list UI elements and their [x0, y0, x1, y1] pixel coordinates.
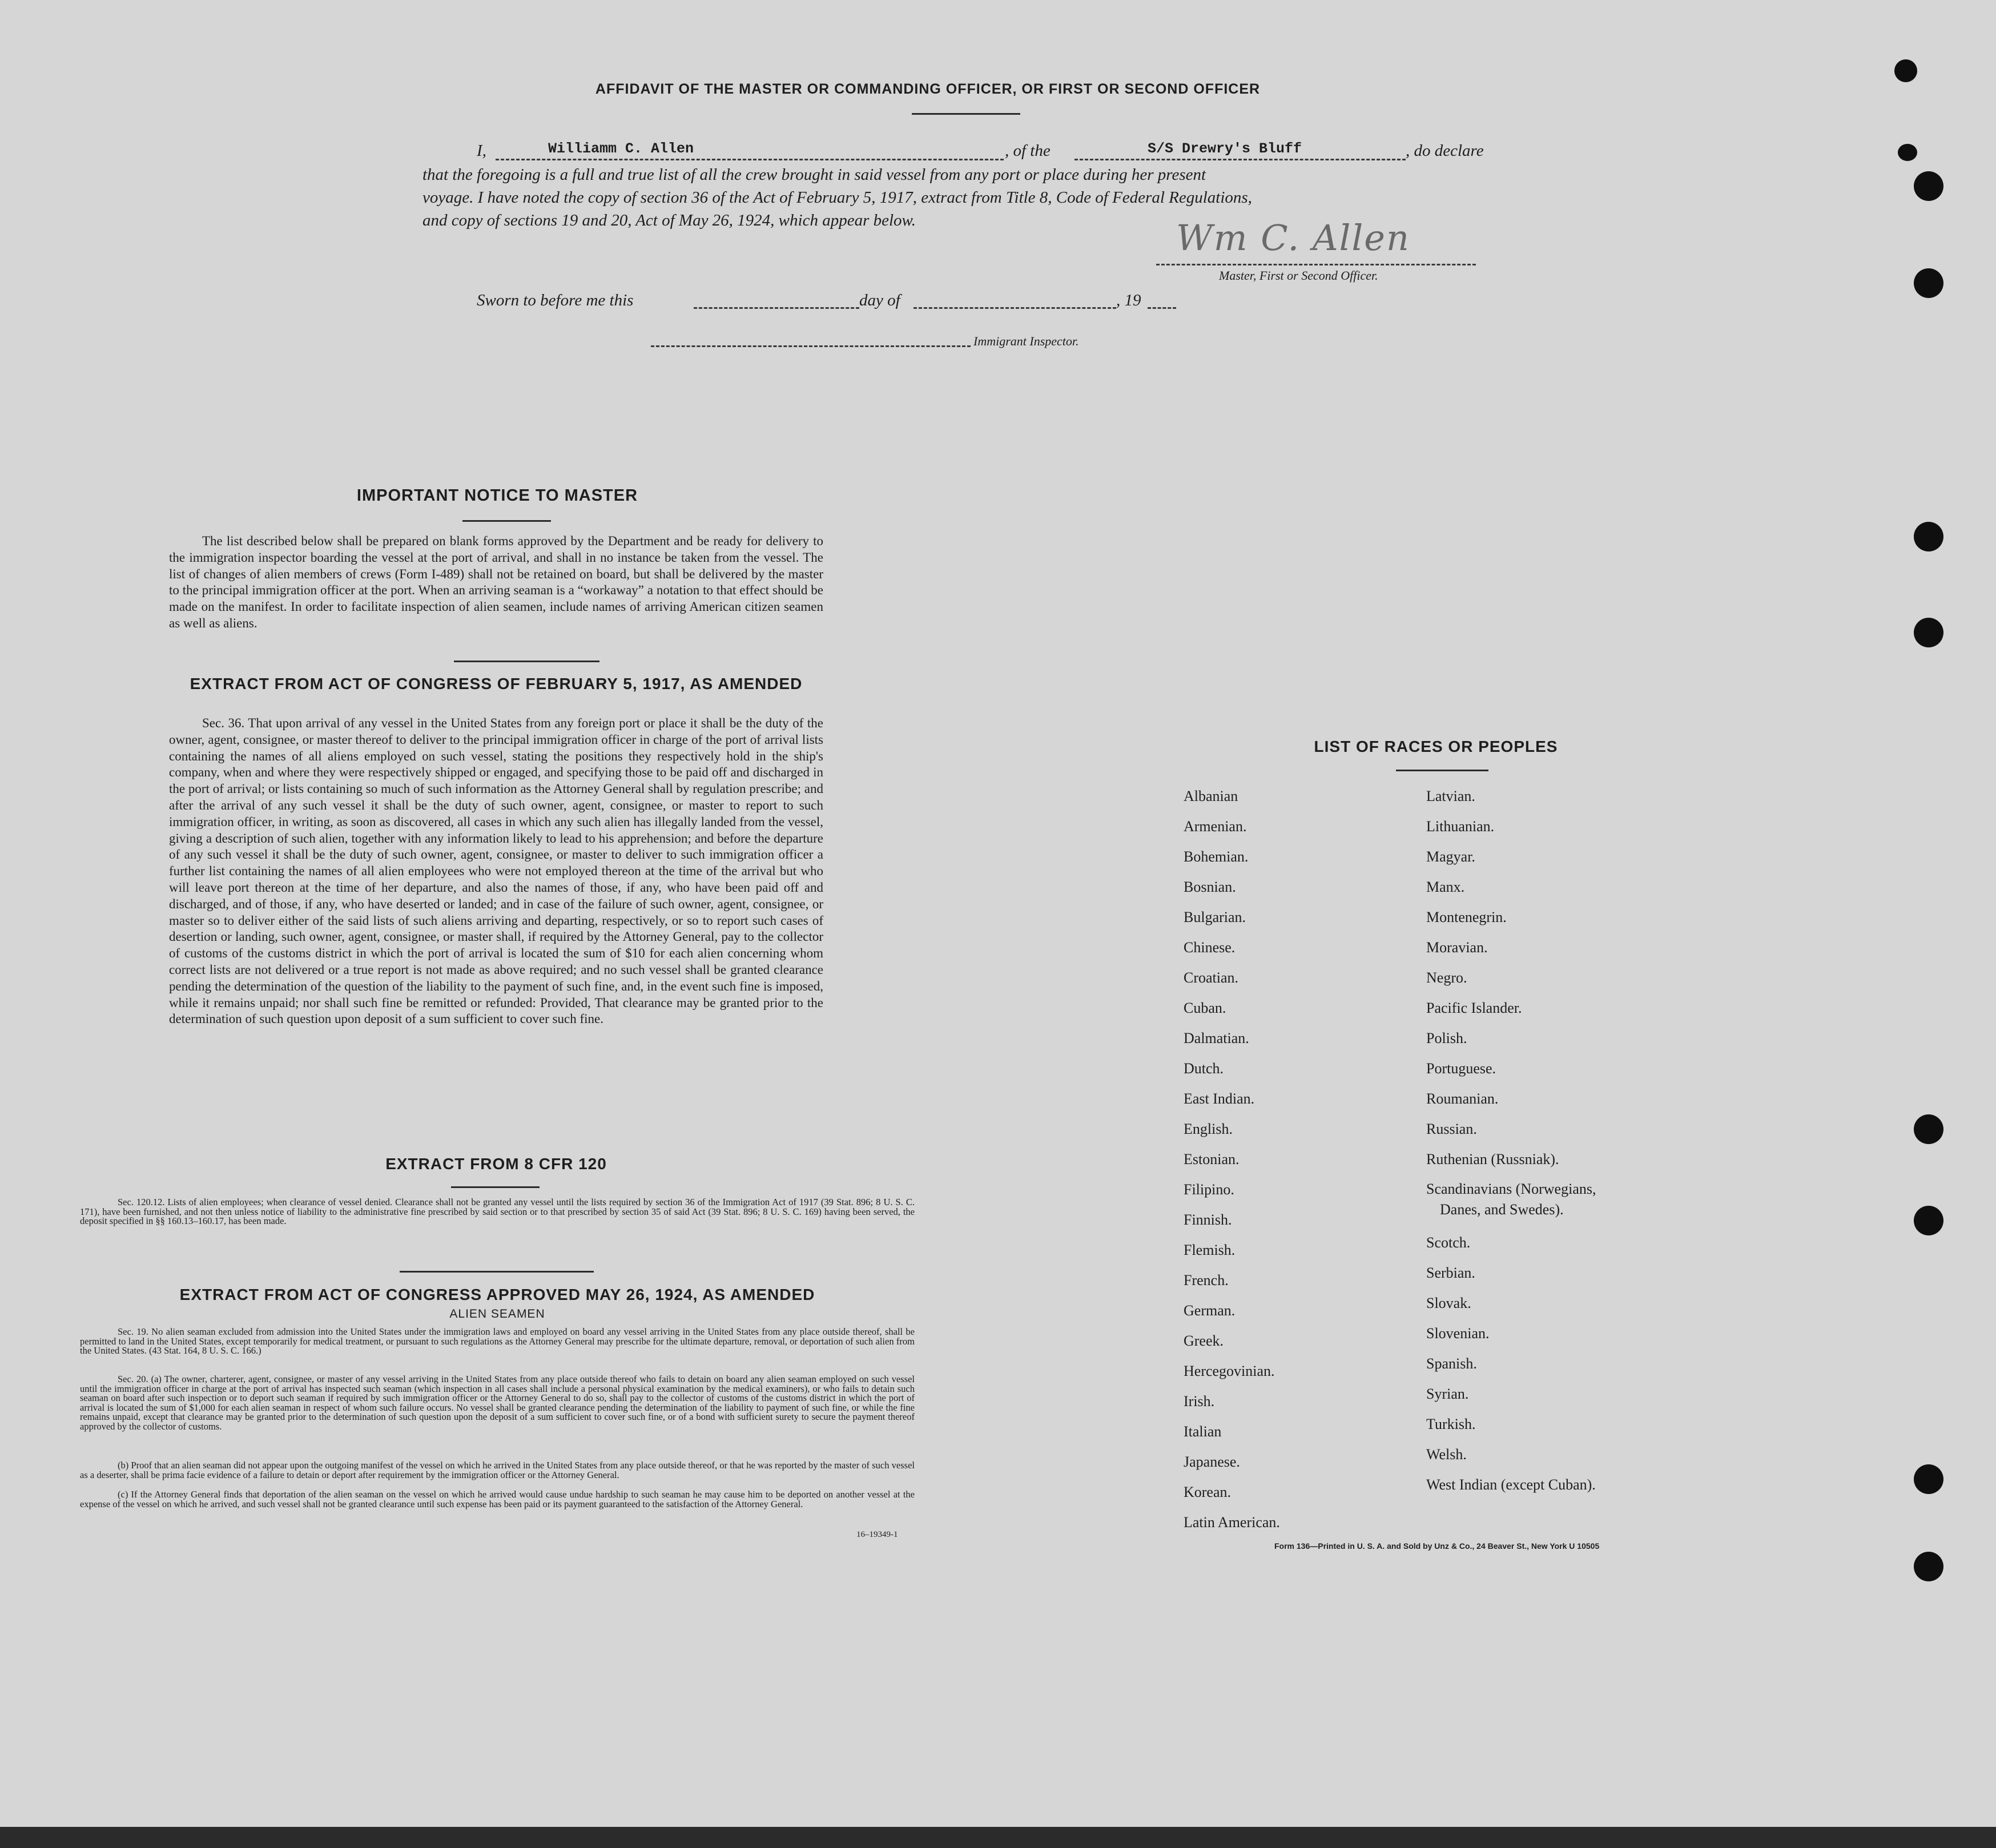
race-item: Roumanian.	[1426, 1090, 1499, 1107]
declaration-do-declare: , do declare	[1406, 142, 1484, 160]
race-item: Syrian.	[1426, 1386, 1469, 1402]
declaration-line-4: and copy of sections 19 and 20, Act of May 26, 1924, which appear below.	[422, 211, 916, 230]
race-item: French.	[1184, 1272, 1229, 1289]
signature-label: Master, First or Second Officer.	[1219, 268, 1378, 283]
race-item: Chinese.	[1184, 939, 1236, 956]
extract-cfr-body: Sec. 120.12. Lists of alien employees; when clearance of vessel denied. Clearance shall not be granted any vessel until the lists required by section 36 of the Immigration Act of 1917 (39 Stat. 896; 8 U. S. C. 171), have been furnished, and not then unless notice of liability to the administrative fine prescribed by said section or to that prescribed by section 35 of said Act (39 Stat. 896; 8 U. S. C. 169) having been served, the deposit specified in §§ 160.13–160.17, has been made.	[80, 1197, 915, 1227]
notice-title-rule	[462, 520, 551, 522]
sworn-year: , 19	[1116, 291, 1141, 309]
binder-hole	[1898, 144, 1917, 161]
races-title: LIST OF RACES OR PEOPLES	[1314, 738, 1558, 755]
race-item: Manx.	[1426, 879, 1465, 895]
sworn-day-blank	[694, 307, 859, 309]
race-item: Negro.	[1426, 969, 1467, 986]
binder-hole	[1914, 1114, 1943, 1144]
races-column-2	[1426, 781, 1700, 1500]
race-item: Hercegovinian.	[1184, 1363, 1275, 1379]
binder-hole	[1914, 171, 1943, 201]
declaration-of-the: , of the	[1005, 142, 1051, 160]
race-item: Moravian.	[1426, 939, 1488, 956]
race-item: Scotch.	[1426, 1234, 1471, 1251]
race-item: Armenian.	[1184, 818, 1247, 835]
race-item: Magyar.	[1426, 848, 1475, 865]
master-name-field: Williamm C. Allen	[548, 140, 694, 157]
master-signature: Wm C. Allen	[1176, 217, 1410, 259]
signature-blank	[1156, 264, 1476, 265]
race-item: Slovak.	[1426, 1295, 1471, 1311]
race-item: Korean.	[1184, 1484, 1232, 1500]
race-item: Dutch.	[1184, 1060, 1224, 1077]
race-item: Italian	[1184, 1423, 1222, 1440]
race-item: Flemish.	[1184, 1242, 1236, 1258]
extract-1924-sec20c: (c) If the Attorney General finds that deportation of the alien seaman on the vessel on which he arrived would cause undue hardship to such seaman he may cause him to be deported on another vessel at the expense of the vessel on which he arrived, and such vessel shall not be granted clearance until such expense has been paid or its payment guaranteed to the satisfaction of the Attorney General.	[80, 1489, 915, 1509]
inspector-blank	[651, 345, 971, 347]
sworn-year-blank	[1148, 307, 1176, 309]
extract-cfr-title: EXTRACT FROM 8 CFR 120	[385, 1155, 607, 1173]
binder-hole	[1914, 522, 1943, 551]
extract-1924-title: EXTRACT FROM ACT OF CONGRESS APPROVED MAY 26, 1924, AS AMENDED	[179, 1286, 815, 1303]
race-item: West Indian (except Cuban).	[1426, 1476, 1596, 1493]
binder-hole	[1894, 59, 1917, 82]
form-footer: Form 136—Printed in U. S. A. and Sold by Unz & Co., 24 Beaver St., New York U 10505	[1274, 1541, 1600, 1551]
extract-1917-title: EXTRACT FROM ACT OF CONGRESS OF FEBRUARY 5, 1917, AS AMENDED	[190, 675, 803, 693]
race-item: German.	[1184, 1302, 1236, 1319]
extract-1924-sec20a: Sec. 20. (a) The owner, charterer, agent, consignee, or master of any vessel arriving in the United States from any place outside thereof who fails to detain on board any alien seaman employed on such vessel until the immigration officer in charge at the port of arrival has inspected such seaman (which inspection in all cases shall include a personal physical examination by the medical examiners), or who fails to detain such seaman on board after such inspection or to deport such seaman if required by such immigration officer or the Attorney General to do so, shall pay to the collector of customs of the customs district in which the port of arrival is located the sum of $1,000 for each alien seaman in respect of whom such failure occurs. No vessel shall be granted clearance pending the determination of the liability to payment of such fine, or while the fine remains unpaid, except that clearance may be granted prior to the determination of such question upon the deposit of a sum sufficient to cover such fine, or of a bond with sufficient surety to secure the payment thereof approved by the collector of customs.	[80, 1374, 915, 1432]
scan-edge	[0, 1827, 1996, 1848]
title-rule	[912, 113, 1020, 115]
race-item: Albanian	[1184, 788, 1238, 804]
race-item: Spanish.	[1426, 1355, 1477, 1372]
race-item: Slovenian.	[1426, 1325, 1490, 1342]
race-item: Montenegrin.	[1426, 909, 1507, 925]
notice-rule	[454, 661, 599, 662]
binder-hole	[1914, 268, 1943, 298]
race-item: Turkish.	[1426, 1416, 1476, 1432]
extract-1924-subtitle: ALIEN SEAMEN	[449, 1307, 545, 1320]
binder-hole	[1914, 618, 1943, 647]
race-item: Pacific Islander.	[1426, 1000, 1522, 1016]
extract-1924-sec20b: (b) Proof that an alien seaman did not appear upon the outgoing manifest of the vessel on which he arrived in the United States from any place outside thereof, or that he was reported by the master of such vessel as a deserter, shall be prima facie evidence of a failure to detain or deport after requirement by the immigration officer or the Attorney General.	[80, 1460, 915, 1480]
binder-hole	[1914, 1206, 1943, 1235]
sworn-month-blank	[914, 307, 1116, 309]
race-item: Croatian.	[1184, 969, 1239, 986]
race-item: Japanese.	[1184, 1454, 1240, 1470]
binder-hole	[1914, 1464, 1943, 1494]
vessel-blank	[1075, 159, 1406, 160]
inspector-label: Immigrant Inspector.	[973, 334, 1079, 348]
race-item: Estonian.	[1184, 1151, 1240, 1167]
race-item: Latvian.	[1426, 788, 1475, 804]
notice-title: IMPORTANT NOTICE TO MASTER	[356, 486, 638, 505]
races-title-rule	[1396, 770, 1488, 771]
affidavit-title: AFFIDAVIT OF THE MASTER OR COMMANDING OFFICER, OR FIRST OR SECOND OFFICER	[595, 81, 1261, 97]
vessel-name-field: S/S Drewry's Bluff	[1148, 140, 1302, 157]
race-item: Scandinavians (Norwegians,	[1426, 1181, 1596, 1197]
race-item: Ruthenian (Russniak).	[1426, 1151, 1559, 1167]
race-item: Bulgarian.	[1184, 909, 1246, 925]
extract-1917-body: Sec. 36. That upon arrival of any vessel in the United States from any foreign port or place it shall be the duty of the owner, agent, consignee, or master thereof to deliver to the principal immigration officer in charge of the port of arrival lists containing the names of all aliens employed on such vessel, stating the positions they respectively hold in the ship's company, when and where they were respectively shipped or engaged, and specifying those to be paid off and discharged in the port of arrival; or lists containing so much of such information as the Attorney General shall by regulation prescribe; and after the arrival of any such vessel it shall be the duty of such owner, agent, consignee, or master to report to such immigration officer, in writing, as soon as discovered, all cases in which any such alien has illegally landed from the vessel, giving a description of such alien, together with any information likely to lead to his apprehension; and before the departure of any such vessel it shall be the duty of such owner, agent, consignee, or master to deliver to such immigration officer a further list containing the names of all alien employees who were not employed thereon at the time of the arrival but who will leave port thereon at the time of her departure, and also the names of those, if any, who have been paid off and discharged, and of those, if any, who have deserted or landed; and in case of the failure of such owner, agent, consignee, or master so to deliver either of the said lists of such aliens arriving and departing, respectively, or so to report such cases of desertion or landing, such owner, agent, consignee, or master shall, if required by the Attorney General, pay to the collector of customs of the customs district in which the port of arrival is located the sum of $10 for each alien concerning whom correct lists are not delivered or a true report is not made as above required; and no such vessel shall be granted clearance pending the determination of the question of the liability to the payment of such fine, and, in the event such fine is imposed, while it remains unpaid; nor shall such fine be remitted or refunded: Provided, That clearance may be granted prior to the determination of such question upon deposit of a sum sufficient to cover such fine.	[169, 716, 823, 1026]
race-item: Russian.	[1426, 1121, 1477, 1137]
race-item: Dalmatian.	[1184, 1030, 1249, 1046]
race-item: Bosnian.	[1184, 879, 1236, 895]
extract-cfr-rule	[451, 1186, 540, 1188]
declaration-line-3: voyage. I have noted the copy of section 36 of the Act of February 5, 1917, extract from Title 8, Code of Federal Regulations,	[422, 188, 1252, 207]
race-item: Danes, and Swedes).	[1440, 1201, 1564, 1218]
declaration-lead: I,	[477, 142, 486, 160]
race-item: Welsh.	[1426, 1446, 1467, 1463]
declaration-line-2: that the foregoing is a full and true list of all the crew brought in said vessel from any port or place during her present	[422, 166, 1206, 184]
race-item: Filipino.	[1184, 1181, 1234, 1198]
race-item: Portuguese.	[1426, 1060, 1496, 1077]
race-item: Lithuanian.	[1426, 818, 1495, 835]
race-item: Cuban.	[1184, 1000, 1226, 1016]
race-item: Greek.	[1184, 1332, 1224, 1349]
form-code: 16–19349-1	[856, 1530, 898, 1539]
race-item: Latin American.	[1184, 1514, 1280, 1531]
race-item: Irish.	[1184, 1393, 1215, 1410]
race-item: English.	[1184, 1121, 1233, 1137]
race-item: Finnish.	[1184, 1211, 1232, 1228]
race-item: Polish.	[1426, 1030, 1467, 1046]
races-column-1	[1184, 781, 1423, 1537]
notice-body: The list described below shall be prepared on blank forms approved by the Department and be ready for delivery to the immigration inspector boarding the vessel at the port of arrival, and shall in no instance be taken from the vessel. The list of changes of alien members of crews (Form I-489) shall not be retained on board, but shall be delivered by the master to the principal immigration officer at the port. When an arriving seaman is a “workaway” a notation to that effect should be made on the manifest. In order to facilitate inspection of alien seamen, include names of arriving American citizen seamen as well as aliens.	[169, 534, 823, 630]
sworn-before: Sworn to before me this	[477, 291, 634, 309]
race-item: Serbian.	[1426, 1265, 1475, 1281]
race-item: Bohemian.	[1184, 848, 1249, 865]
sworn-day-of: day of	[859, 291, 900, 309]
extract-1924-sec19: Sec. 19. No alien seaman excluded from admission into the United States under the immigration laws and employed on board any vessel arriving in the United States from any place outside thereof, shall be permitted to land in the United States, except temporarily for medical treatment, or pursuant to such regulations as the Attorney General may prescribe for the ultimate departure, removal, or deportation of such alien from the United States. (43 Stat. 164, 8 U. S. C. 166.)	[80, 1326, 915, 1356]
extract-cfr-bottom-rule	[400, 1271, 594, 1273]
race-item: East Indian.	[1184, 1090, 1255, 1107]
binder-hole	[1914, 1552, 1943, 1581]
name-blank	[496, 159, 1004, 160]
